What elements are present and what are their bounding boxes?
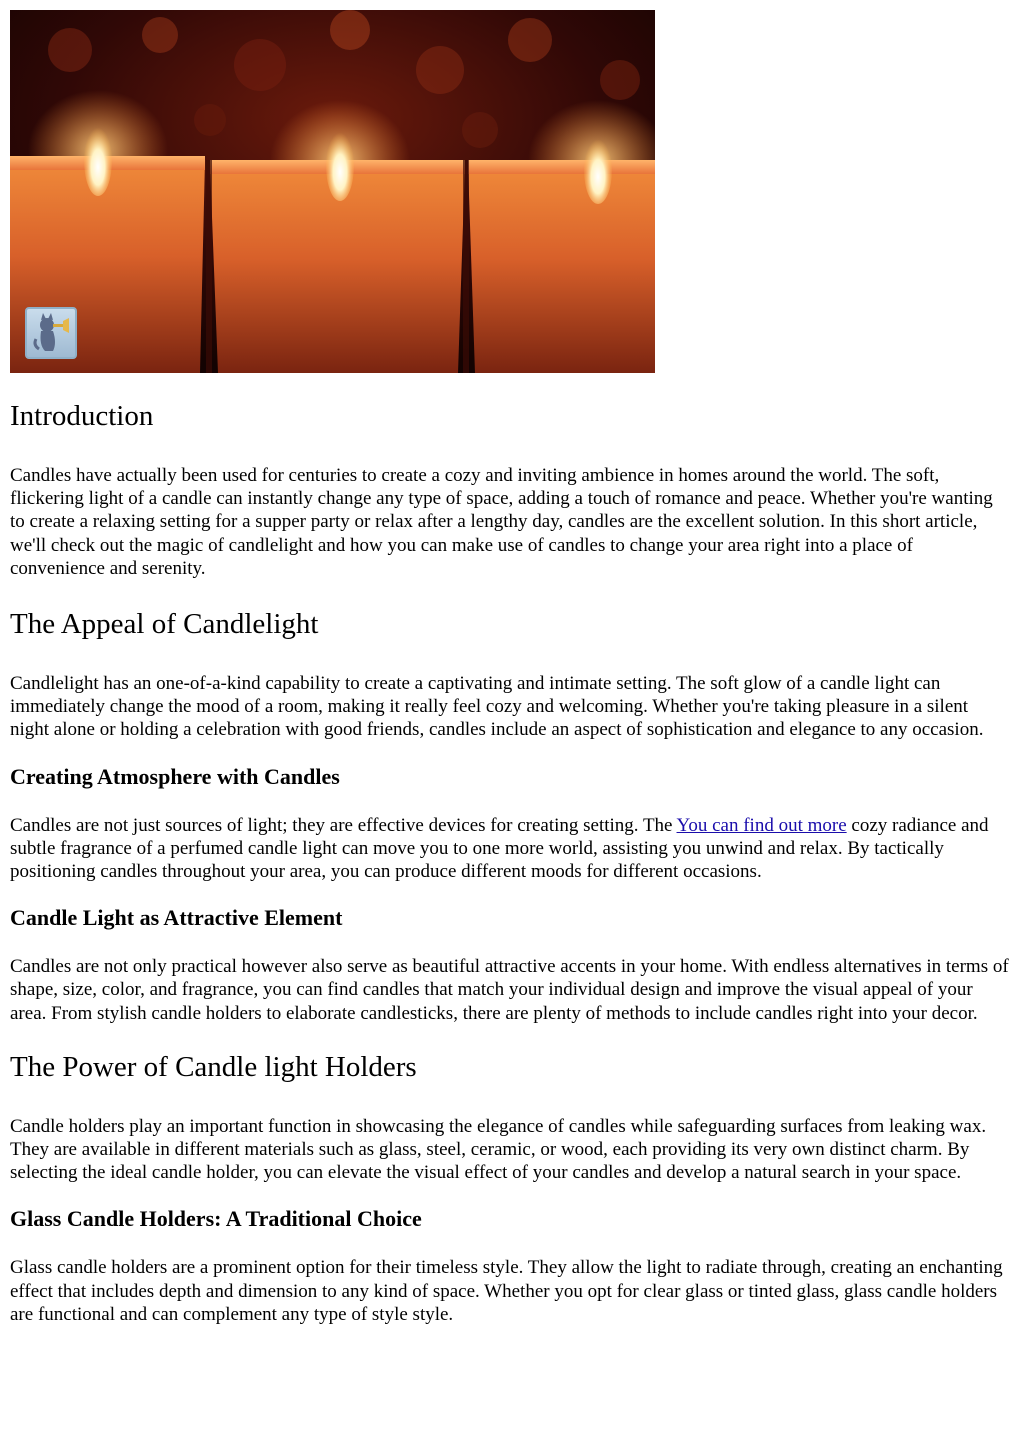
atmosphere-text-before-link: Candles are not just sources of light; they are effective devices for creating setting. The <box>10 814 677 836</box>
heading-introduction: Introduction <box>10 400 154 432</box>
paragraph-attractive: Candles are not only practical however also serve as beautiful attractive accents in your home. With endless alternatives in terms of shape, size, color, and fragrance, you can find candles that match your individual design and improve the visual appeal of your area. From stylish candle holders to elaborate candlesticks, there are plenty of methods to include candles right into your decor. <box>10 956 1009 1024</box>
atmosphere-text-after-link: cozy radiance and subtle fragrance of a perfumed candle light can move you to one more world, assisting you unwind and relax. By tactically positioning candles throughout your area, you can produce different moods for different occasions. <box>10 814 989 883</box>
paragraph-introduction: Candles have actually been used for centuries to create a cozy and inviting ambience in homes around the world. The soft, flickering light of a candle can instantly change any type of space, adding a touch of romance and peace. Whether you're wanting to create a relaxing setting for a supper party or relax after a lengthy day, candles are the excellent solution. In this short article, we'll check out the magic of candlelight and how you can make use of candles to change your area right into a place of convenience and serenity. <box>10 465 993 579</box>
heading-attractive: Candle Light as Attractive Element <box>10 905 343 931</box>
heading-glass: Glass Candle Holders: A Traditional Choice <box>10 1206 422 1232</box>
paragraph-holders: Candle holders play an important function in showcasing the elegance of candles while safeguarding surfaces from leaking wax. They are available in different materials such as glass, steel, ceramic, or wood, each providing its very own distinct charm. By selecting the ideal candle holder, you can elevate the visual effect of your candles and develop a natural search in your space. <box>10 1115 987 1184</box>
candles-illustration <box>10 10 655 373</box>
heading-holders: The Power of Candle light Holders <box>10 1050 417 1083</box>
hero-image-candles <box>10 10 655 373</box>
paragraph-glass: Glass candle holders are a prominent option for their timeless style. They allow the light to radiate through, creating an enchanting effect that includes depth and dimension to any kind of space. Whether you opt for clear glass or tinted glass, glass candle holders are functional and can complement any type of style style. <box>10 1257 1003 1325</box>
article <box>10 386 1010 1326</box>
heading-atmosphere: Creating Atmosphere with Candles <box>10 763 340 789</box>
paragraph-atmosphere <box>10 814 1010 884</box>
cat-trumpet-avatar-icon <box>25 307 77 359</box>
heading-appeal: The Appeal of Candlelight <box>10 608 319 641</box>
paragraph-appeal: Candlelight has an one-of-a-kind capability to create a captivating and intimate setting. The soft glow of a candle light can immediately change the mood of a room, making it really feel cozy and welcoming. Whether you're taking pleasure in a silent night alone or holding a celebration with good friends, candles include an aspect of sophistication and elegance to any occasion. <box>10 673 984 741</box>
find-out-more-link[interactable]: You can find out more <box>676 814 847 836</box>
